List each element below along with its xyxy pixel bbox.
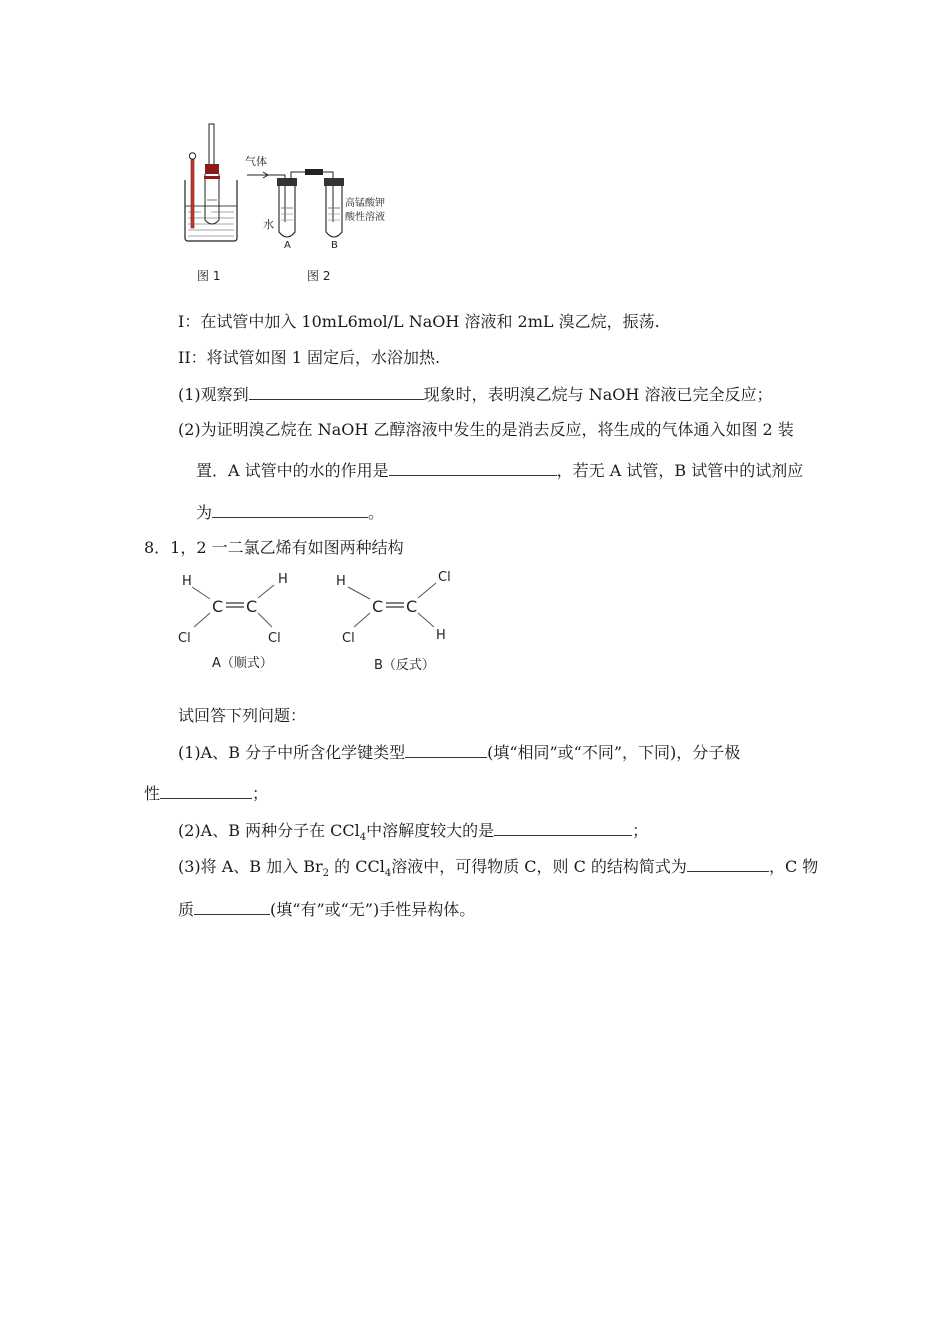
q7-part2-line1: (2)为证明溴乙烷在 NaOH 乙醇溶液中发生的是消去反应，将生成的气体通入如图 2 装 <box>178 420 794 439</box>
q7-part2-line2-prefix: 置．A 试管中的水的作用是 <box>196 461 389 480</box>
q7-part2-line3-prefix: 为 <box>196 503 213 522</box>
q7-part1-answer-blank[interactable] <box>249 384 424 400</box>
q8-part2-prefix: (2)A、B 两种分子在 CCl <box>178 821 360 840</box>
q7-part1 <box>178 384 772 405</box>
q7-part1-suffix: 现象时，表明溴乙烷与 NaOH 溶液已完全反应； <box>423 385 773 404</box>
q7-step2: II：将试管如图 1 固定后，水浴加热. <box>178 348 441 367</box>
struct-a-h-left: H <box>182 574 192 589</box>
gas-label: 气体 <box>245 155 267 168</box>
q8-part3-line2-suffix: (填“有”或“无”)手性异构体。 <box>270 900 476 919</box>
q8-part2-suffix: ； <box>632 821 649 840</box>
q8-part2-sub: 4 <box>359 832 367 844</box>
q8-part3-line2-prefix: 质 <box>178 900 195 919</box>
q7-part2-reagent-blank[interactable] <box>212 502 368 518</box>
struct-a-cl-left: Cl <box>178 631 191 646</box>
tube-b-label: B <box>331 240 338 251</box>
struct-a-caption: A（顺式） <box>212 656 273 671</box>
struct-b-caption: B（反式） <box>374 658 435 673</box>
q8-title: 8．1，2 一二氯乙烯有如图两种结构 <box>144 538 404 557</box>
struct-b-c1: C <box>372 597 384 616</box>
q8-part1-line2-prefix: 性 <box>144 784 161 803</box>
q8-solubility-blank[interactable] <box>494 820 632 836</box>
struct-a-c1: C <box>212 597 224 616</box>
q8-bond-type-blank[interactable] <box>405 742 487 758</box>
q8-chirality-blank[interactable] <box>194 899 270 915</box>
q8-intro: 试回答下列问题： <box>178 706 307 725</box>
q8-part3-suffix: ，C 物 <box>768 857 819 876</box>
struct-a-c2: C <box>246 597 258 616</box>
q8-part3-sub1: 2 <box>322 868 330 880</box>
q8-part3-sub2: 4 <box>384 868 392 880</box>
structure-a-cis <box>178 572 288 671</box>
q8-part3-mid1: 的 CCl <box>329 857 385 876</box>
q7-part2-line2 <box>196 460 803 481</box>
figure1-caption: 图 1 <box>197 269 221 283</box>
q8-polarity-blank[interactable] <box>160 783 252 799</box>
figure1-waterbath <box>185 124 237 241</box>
q7-step1: Ⅰ：在试管中加入 10mL6mol/L NaOH 溶液和 2mL 溴乙烷，振荡. <box>178 312 660 331</box>
q7-part2-line2-suffix: ，若无 A 试管，B 试管中的试剂应 <box>556 461 804 480</box>
apparatus-figure <box>175 120 415 290</box>
reagent-label-line1: 高锰酸钾 <box>345 198 385 209</box>
struct-b-c2: C <box>406 597 418 616</box>
reagent-label-line2: 酸性溶液 <box>345 212 385 223</box>
water-label: 水 <box>263 218 274 231</box>
q7-part2-water-role-blank[interactable] <box>389 460 557 476</box>
q8-part1-prefix: (1)A、B 分子中所含化学键类型 <box>178 743 406 762</box>
q8-part2 <box>178 820 648 848</box>
figure2-gas-washing <box>245 154 385 251</box>
q8-part1-line1 <box>178 742 740 763</box>
tube-a-label: A <box>284 240 291 251</box>
q7-part2-line3-suffix: 。 <box>368 503 385 522</box>
struct-b-h-left: H <box>336 574 346 589</box>
q8-part1-suffix: (填“相同”或“不同”，下同)，分子极 <box>487 743 741 762</box>
q8-part1-line2 <box>144 783 268 804</box>
struct-a-h-right: H <box>278 572 288 587</box>
structure-b-trans <box>336 570 451 673</box>
q8-part3-mid2: 溶液中，可得物质 C，则 C 的结构简式为 <box>391 857 687 876</box>
struct-a-cl-right: Cl <box>268 631 281 646</box>
q8-part3-prefix: (3)将 A、B 加入 Br <box>178 857 323 876</box>
q8-structure-formula-blank[interactable] <box>687 856 769 872</box>
q8-part2-mid: 中溶解度较大的是 <box>366 821 495 840</box>
struct-b-cl-right: Cl <box>438 570 451 585</box>
struct-b-h-right: H <box>436 628 446 643</box>
dichloroethene-structures <box>170 565 470 680</box>
struct-b-cl-left: Cl <box>342 631 355 646</box>
q7-part1-prefix: (1)观察到 <box>178 385 249 404</box>
q7-part2-line3 <box>196 502 384 523</box>
q8-part3-line1 <box>178 856 818 884</box>
figure2-caption: 图 2 <box>307 269 331 283</box>
q8-part1-line2-suffix: ； <box>252 784 269 803</box>
q8-part3-line2 <box>178 899 475 920</box>
